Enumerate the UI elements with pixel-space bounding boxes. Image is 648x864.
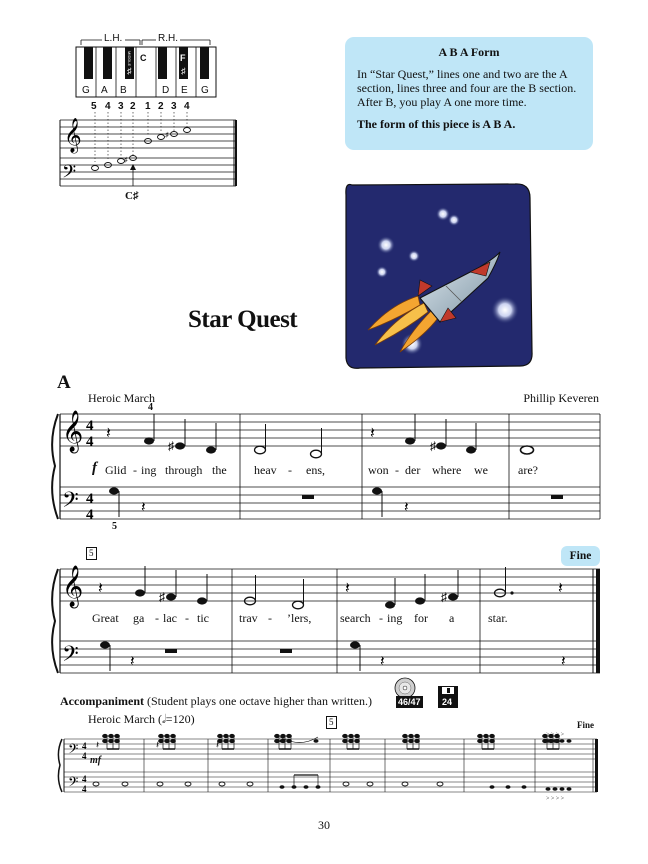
svg-text:𝄞: 𝄞 [62, 411, 84, 452]
lyric: heav [254, 463, 277, 477]
lyric: ga [133, 611, 145, 625]
svg-text:4: 4 [82, 784, 87, 794]
lyric-hyphen: - [133, 463, 137, 477]
page-title: Star Quest [188, 306, 298, 333]
lyric-hyphen: - [395, 463, 399, 477]
svg-text:𝄽: 𝄽 [380, 654, 385, 670]
lyric: a [449, 611, 455, 625]
accompaniment-fine: Fine [577, 720, 594, 730]
svg-text:4: 4 [82, 774, 87, 784]
svg-text:𝄢: 𝄢 [68, 774, 79, 793]
svg-text:𝄽: 𝄽 [561, 654, 566, 670]
rh-label: R.H. [158, 33, 178, 44]
lyric: ing [387, 611, 403, 625]
svg-text:♯: ♯ [165, 131, 169, 139]
svg-text:𝄽: 𝄽 [156, 740, 160, 751]
finger-number: 4 [184, 101, 190, 112]
lyric: tic [197, 611, 209, 625]
svg-text:♯: ♯ [441, 590, 447, 604]
svg-text:𝄽: 𝄽 [141, 500, 146, 516]
fine-label: Fine [561, 546, 600, 566]
svg-text:> > > >: > > > > [546, 796, 565, 802]
key-letter-e: E [181, 85, 188, 96]
svg-text:♯: ♯ [124, 156, 128, 164]
finger-number: 4 [105, 101, 111, 112]
section-label: A [57, 372, 71, 393]
accompaniment-label: Accompaniment [60, 694, 144, 708]
svg-text:4: 4 [82, 751, 87, 761]
svg-text:𝄽: 𝄽 [558, 580, 563, 597]
c-sharp-label: C♯ [125, 190, 139, 202]
accompaniment-note: (Student plays one octave higher than written.) [147, 694, 372, 708]
svg-text:𝄽: 𝄽 [345, 580, 350, 597]
lyric: ing [141, 463, 157, 477]
c-sharp-key-symbol: ♯ [127, 66, 132, 76]
lyric: Great [92, 611, 119, 625]
lyric: for [414, 611, 428, 625]
lyric: lac [163, 611, 177, 625]
lyric: are? [518, 463, 538, 477]
svg-text:𝄽: 𝄽 [106, 425, 111, 442]
lyric-hyphen: - [155, 611, 159, 625]
page-number: 30 [318, 818, 330, 832]
lyric: through [165, 463, 203, 477]
accompaniment-tempo-text: Heroic March ( [88, 712, 162, 726]
svg-text:𝄢: 𝄢 [62, 488, 79, 518]
svg-text:4: 4 [86, 491, 94, 507]
key-letter-g2: G [201, 85, 209, 96]
lyric: search [340, 611, 371, 625]
info-box-heading: A B A Form [438, 45, 500, 59]
svg-text:4: 4 [86, 418, 94, 434]
svg-text:♯: ♯ [430, 439, 436, 453]
finger-lh: 5 [112, 521, 117, 532]
lyric: we [474, 463, 488, 477]
accompaniment-tempo-value: =120) [165, 712, 195, 726]
key-letter-d: D [162, 85, 170, 96]
info-box-form-statement: The form of this piece is A B A. [357, 117, 516, 131]
key-letter-g: G [82, 85, 90, 96]
lh-label: L.H. [104, 33, 123, 44]
info-box-body: In “Star Quest,” lines one and two are the A section, lines three and four are the B section. After B, you play A one more time. [357, 67, 577, 109]
lyric-hyphen: - [185, 611, 189, 625]
finger-rh: 4 [148, 402, 153, 413]
lyric: won [368, 463, 389, 477]
svg-text:𝄢: 𝄢 [62, 162, 77, 187]
disk-track-number: 24 [442, 697, 453, 707]
svg-text:𝄽: 𝄽 [216, 740, 220, 751]
svg-text:𝄽: 𝄽 [98, 580, 103, 597]
measure-number: 5 [86, 547, 97, 560]
finger-number: 3 [171, 101, 177, 112]
lyric-hyphen: - [268, 611, 272, 625]
svg-text:4: 4 [86, 507, 94, 523]
finger-number: 2 [130, 101, 136, 112]
svg-text:𝄞: 𝄞 [64, 118, 82, 153]
lyric-hyphen: - [379, 611, 383, 625]
lyric: ’lers, [287, 611, 312, 625]
tempo-marking: Heroic March [88, 391, 155, 405]
lyric: star. [488, 611, 508, 625]
accompaniment-dynamic: mf [90, 755, 102, 766]
composer: Phillip Keveren [523, 391, 599, 405]
svg-text:𝄽: 𝄽 [404, 500, 409, 516]
finger-number: 5 [91, 101, 97, 112]
half-note-icon: 𝅗𝅥 [161, 712, 166, 726]
svg-text:♯: ♯ [168, 439, 174, 453]
svg-text:♯: ♯ [159, 590, 165, 604]
lyric-hyphen: - [288, 463, 292, 477]
svg-text:𝄽: 𝄽 [370, 425, 375, 442]
lyric: where [432, 463, 462, 477]
middle-c-label: MIDDLE [127, 51, 132, 67]
svg-text:4: 4 [86, 434, 94, 450]
lyric: trav [239, 611, 258, 625]
lyric: Glid [105, 463, 127, 477]
svg-text:> > > >: > > > > [546, 732, 565, 738]
cd-track-number: 46/47 [398, 697, 421, 707]
f-sharp-key-symbol: ♯ [181, 66, 186, 76]
svg-text:𝄽: 𝄽 [130, 654, 135, 670]
key-letter-a: A [101, 85, 108, 96]
svg-text:𝄽: 𝄽 [96, 740, 100, 751]
accompaniment-measure-number: 5 [326, 716, 337, 729]
finger-number: 1 [145, 101, 151, 112]
svg-text:𝄢: 𝄢 [68, 741, 79, 760]
lyric: der [405, 463, 421, 477]
lyric: ens, [306, 463, 325, 477]
finger-number: 3 [118, 101, 124, 112]
lyric: the [212, 463, 227, 477]
f-key-letter: F [180, 53, 186, 63]
svg-text:𝄞: 𝄞 [62, 566, 84, 607]
dynamic-forte: f [92, 460, 97, 476]
svg-text:4: 4 [82, 741, 87, 751]
c-key-letter: C [140, 53, 147, 63]
key-letter-b: B [120, 85, 127, 96]
svg-text:𝄢: 𝄢 [62, 642, 79, 672]
finger-number: 2 [158, 101, 164, 112]
